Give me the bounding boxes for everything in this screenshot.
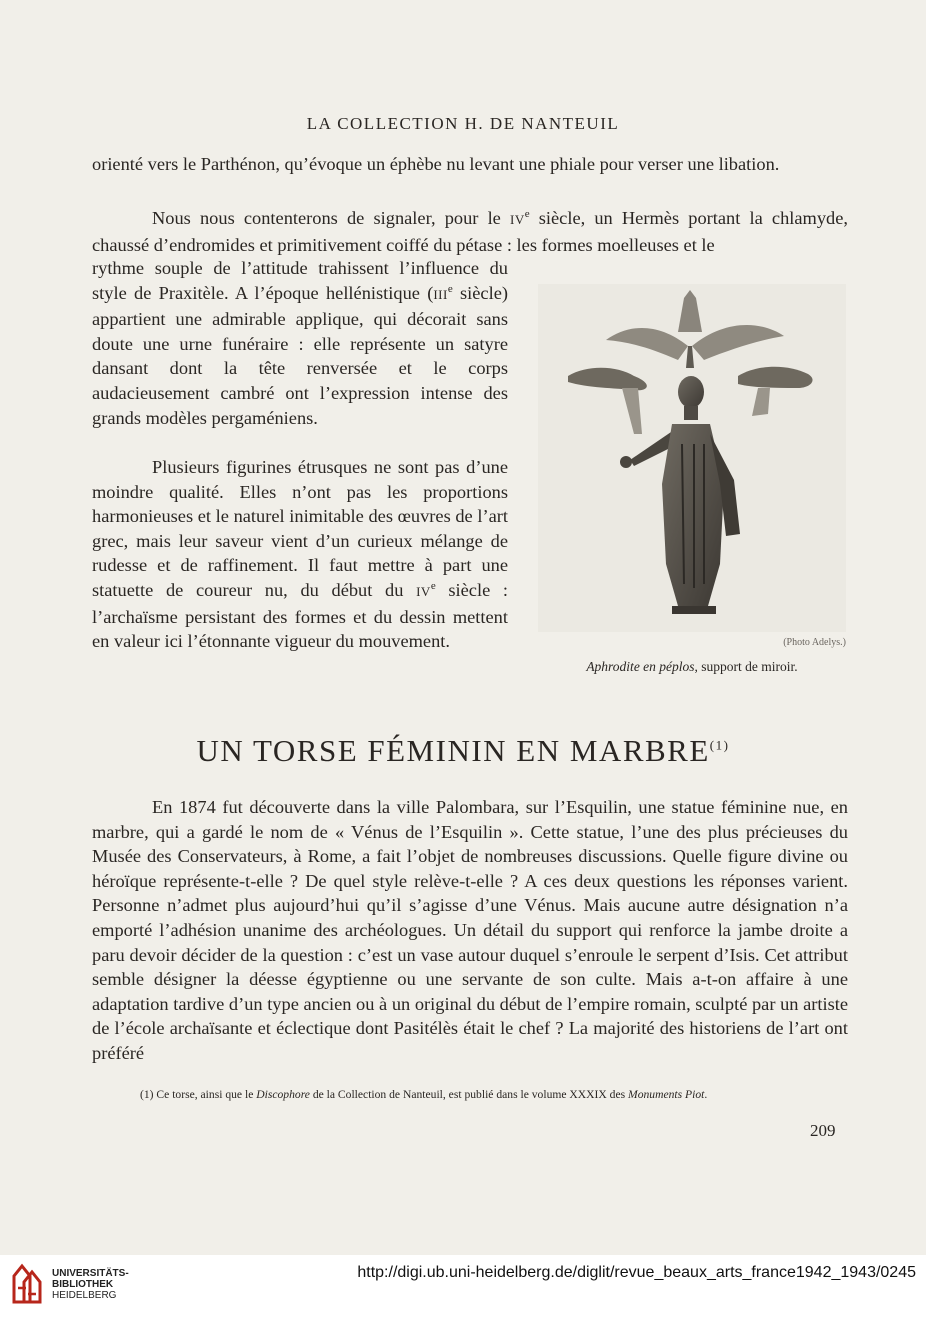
footnote: (1) Ce torse, ainsi que le Discophore de la Collection de Nanteuil, est publié dans le volume XXXIX des Monuments Piot. <box>140 1088 708 1101</box>
source-url-link[interactable]: http://digi.ub.uni-heidelberg.de/diglit/revue_beaux_arts_france1942_1943/0245 <box>357 1264 916 1281</box>
page-number: 209 <box>810 1121 836 1140</box>
photo-credit: (Photo Adelys.) <box>783 637 846 648</box>
statuette-illustration <box>538 284 846 632</box>
figure-caption: Aphrodite en péplos, support de miroir. <box>586 659 798 674</box>
paragraph-etruscan: Plusieurs figurines étrusques ne sont pas d’une moindre qualité. Elles n’ont pas les proportions harmonieuses et le naturel inimitable des œuvres de l’art grec, mais leur saveur vient d’un curieux mélange de rudesse et de raffinement. Il faut mettre à part une statuette de coureur nu, du début du IVe siècle : l’archaïsme persistant des formes et du dessin mettent en valeur ici l’étonnante vigueur du mouvement. <box>92 457 509 652</box>
paragraph-hellenistic: rythme souple de l’attitude trahissent l’influence du style de Praxitèle. A l’époque hellénistique (IIIe siècle) appartient une admirable applique, qui décorait sans doute une urne funéraire : elle représente un satyre dansant dont la tête renversée et le corps audacieusement cambré ont l’expression intense des grands modèles pergaméniens. <box>92 258 508 428</box>
library-logo-icon <box>10 1262 46 1309</box>
paragraph-esquiline-venus: En 1874 fut découverte dans la ville Palombara, sur l’Esquilin, une statue féminine nue, en marbre, qui a gardé le nom de « Vénus de l’Esquilin ». Cette statue, l’une des plus précieuses du Musée des Conservateurs, à Rome, a fait l’objet de nombreuses discussions. Quelle figure divine ou héroïque représente-t-elle ? De quel style relève-t-elle ? A ces deux questions les réponses varient. Personne n’admet plus aujourd’hui qu’il s’agisse d’une Vénus. Mais aucune autre désignation n’a emporté l’adhésion unanime des archéologues. Un détail du support qui renforce la jambe droite a paru devoir décider de la question : c’est un vase autour duquel s’enroule le serpent d’Isis. Cet attribut semble désigner la déesse égyptienne ou une servante de son culte. Mais a-t-on affaire à une adaptation tardive d’un type ancien ou à un original du début de l’empire romain, sculpté par un artiste de l’école archaïsante et éclectique dont Pasitélès était le chef ? La majorité des historiens de l’art ont préféré <box>92 797 848 1063</box>
paragraph-parthenon: orienté vers le Parthénon, qu’évoque un éphèbe nu levant une phiale pour verser une libation. <box>92 154 780 174</box>
footnote-reference: (1) <box>709 737 730 753</box>
running-head: LA COLLECTION H. DE NANTEUIL <box>306 114 620 133</box>
paragraph-hermes: Nous nous contenterons de signaler, pour le IVe siècle, un Hermès portant la chlamyde, chaussé d’endromides et primitivement coiffé du pétase : les formes moelleuses et le <box>92 207 848 255</box>
library-name: UNIVERSITÄTS- BIBLIOTHEK HEIDELBERG <box>52 1268 129 1301</box>
aphrodite-photograph <box>538 284 846 632</box>
section-title: UN TORSE FÉMININ EN MARBRE$^{(1)}$ <box>196 733 730 768</box>
